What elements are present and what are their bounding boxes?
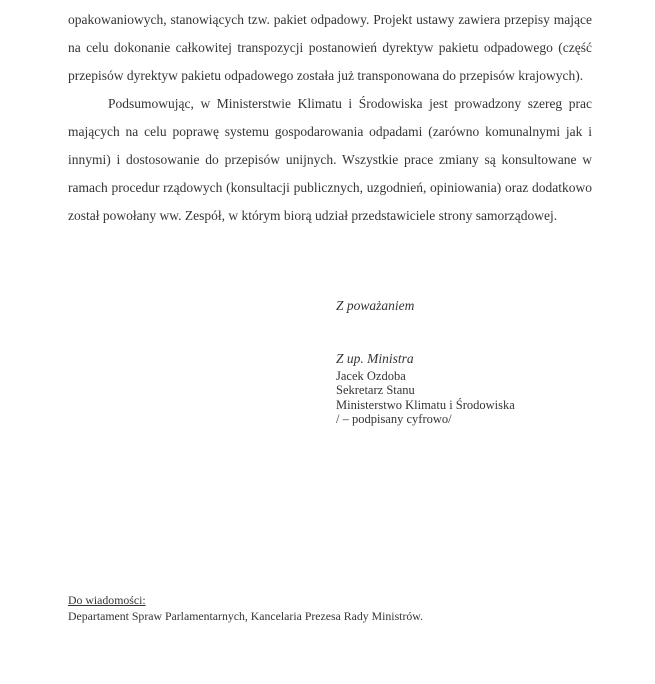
paragraph-waste-package: opakowaniowych, stanowiących tzw. pakiet odpadowy. Projekt ustawy zawiera przepisy mające na celu dokonanie całkowitej transpozycji postanowień dyrektyw pakietu odpadowego (część przepisów dyrektyw pakietu odpadowego została już transponowana do przepisów krajowych). — [68, 12, 592, 83]
signature-organization: Ministerstwo Klimatu i Środowiska — [336, 397, 515, 412]
cc-label: Do wiadomości: — [68, 593, 146, 607]
signature-digital-note: / – podpisany cyfrowo/ — [336, 412, 452, 426]
signature-block — [336, 352, 515, 427]
signature-on-behalf: Z up. Ministra — [336, 351, 414, 366]
closing-phrase: Z poważaniem — [336, 298, 415, 313]
cc-section — [68, 592, 423, 624]
signature-title: Sekretarz Stanu — [336, 383, 415, 397]
letter-body — [68, 6, 592, 230]
paragraph-summary: Podsumowując, w Ministerstwie Klimatu i Środowiska jest prowadzony szereg prac mających na celu poprawę systemu gospodarowania odpadami (zarówno komunalnymi jak i innymi) i dostosowanie do przepisów unijnych. Wszystkie prace zmiany są konsultowane w ramach procedur rządowych (konsultacji publicznych, uzgodnień, opiniowania) oraz dodatkowo został powołany ww. Zespół, w którym biorą udział przedstawiciele strony samorządowej. — [68, 96, 592, 223]
signature-name: Jacek Ozdoba — [336, 368, 406, 383]
cc-recipients: Departament Spraw Parlamentarnych, Kancelaria Prezesa Rady Ministrów. — [68, 609, 423, 623]
